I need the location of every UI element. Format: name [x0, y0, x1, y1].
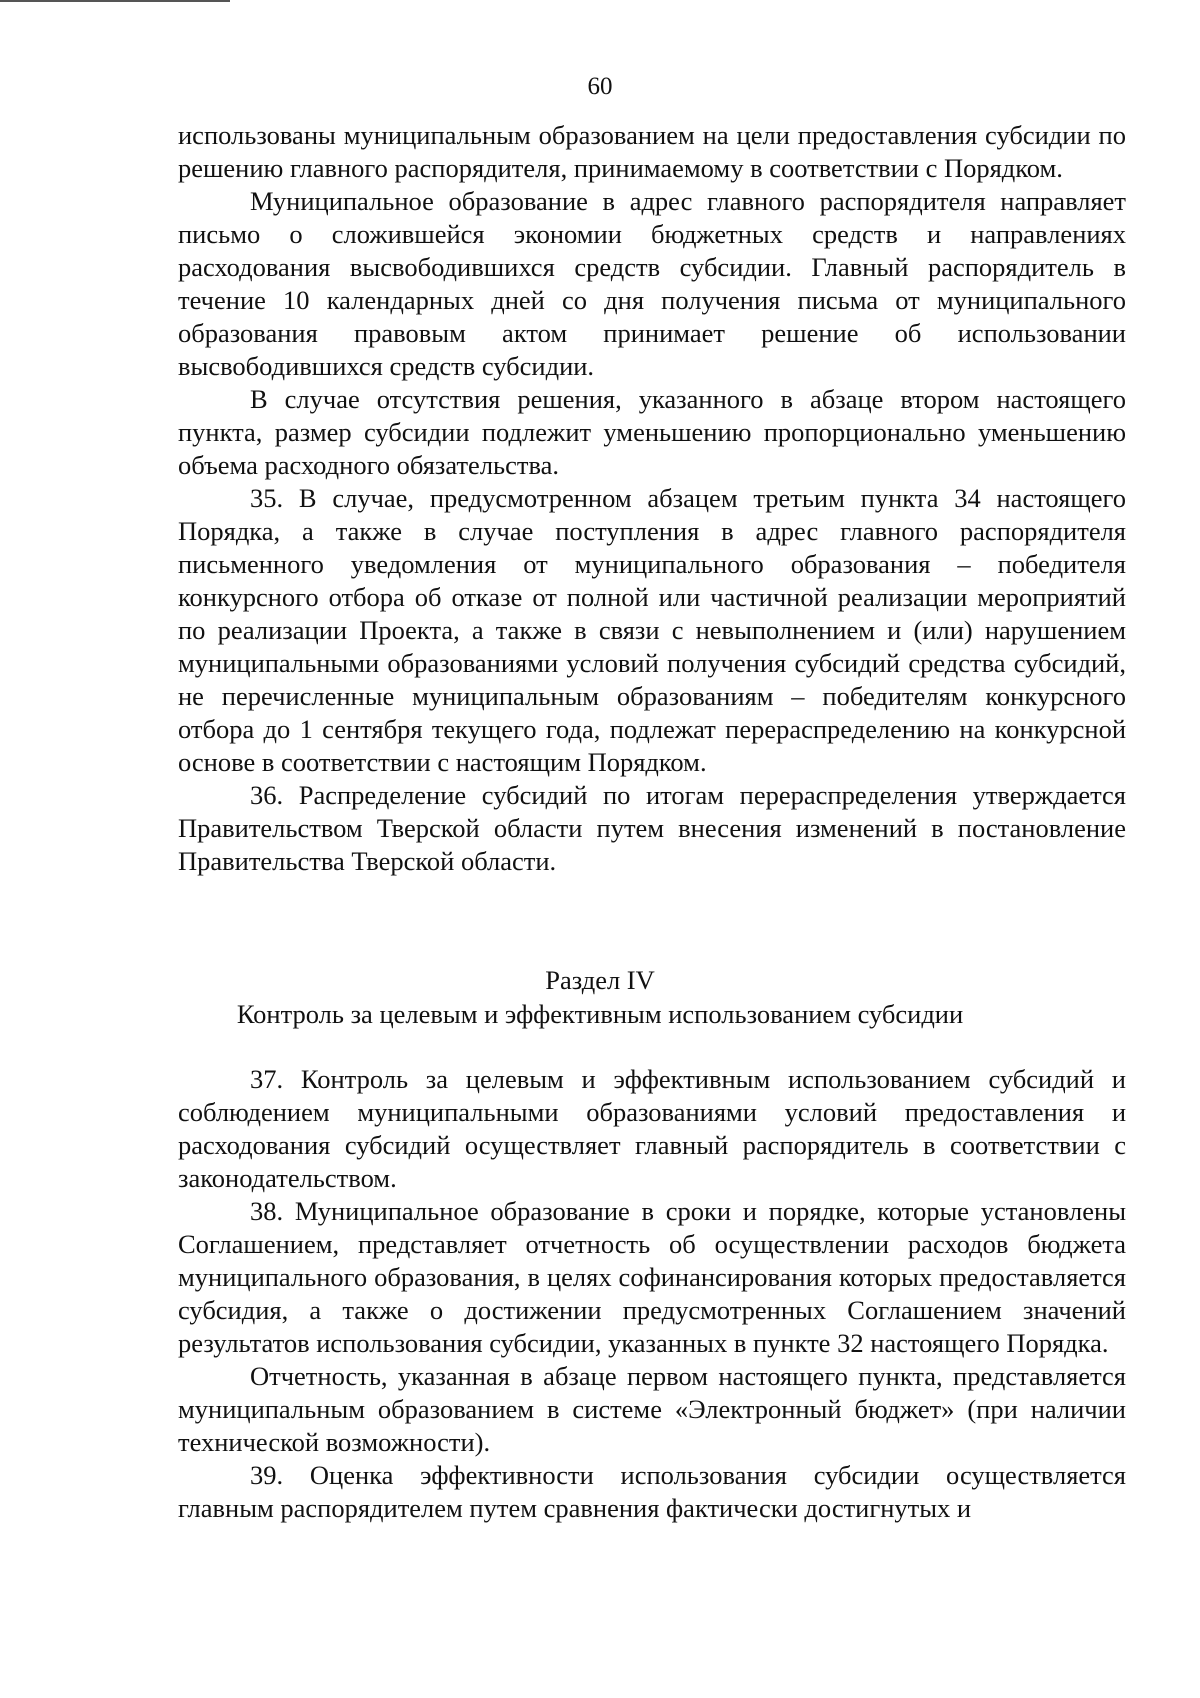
- scan-edge-line: [0, 0, 230, 2]
- section-title: Контроль за целевым и эффективным использованием субсидии: [236, 999, 964, 1029]
- paragraph-item-37: 37. Контроль за целевым и эффективным использованием субсидий и соблюдением муниципальными образованиями условий предоставления и расходования субсидий осуществляет главный распорядитель в соответствии с законодательством.: [178, 1064, 1126, 1193]
- text-block-top: [178, 119, 1126, 878]
- paragraph-item-38: 38. Муниципальное образование в сроки и порядке, которые установлены Соглашением, представляет отчетность об осуществлении расходов бюджета муниципального образования, в целях софинансирования которых предоставляется субсидия, а также о достижении предусмотренных Соглашением значений результатов использования субсидии, указанных в пункте 32 настоящего Порядка.: [178, 1196, 1126, 1358]
- paragraph-item-35: 35. В случае, предусмотренном абзацем третьим пункта 34 настоящего Порядка, а также в случае поступления в адрес главного распорядителя письменного уведомления от муниципального образования – победителя конкурсного отбора об отказе от полной или частичной реализации мероприятий по реализации Проекта, а также в связи с невыполнением и (или) нарушением муниципальными образованиями условий получения субсидий средства субсидий, не перечисленные муниципальным образованиям – победителям конкурсного отбора до 1 сентября текущего года, подлежат перераспределению на конкурсной основе в соответствии с настоящим Порядком.: [178, 483, 1126, 777]
- paragraph-item-39: 39. Оценка эффективности использования субсидии осуществляется главным распорядителем путем сравнения фактически достигнутых и: [178, 1460, 1126, 1523]
- paragraph-continuation: использованы муниципальным образованием на цели предоставления субсидии по решению главного распорядителя, принимаемому в соответствии с Порядком.: [178, 120, 1126, 183]
- paragraph-item-36: 36. Распределение субсидий по итогам перераспределения утверждается Правительством Тверской области путем внесения изменений в постановление Правительства Тверской области.: [178, 780, 1126, 876]
- section-number: Раздел IV: [545, 965, 655, 995]
- paragraph: Муниципальное образование в адрес главного распорядителя направляет письмо о сложившейся экономии бюджетных средств и направлениях расходования высвободившихся средств субсидии. Главный распорядитель в течение 10 календарных дней со дня получения письма от муниципального образования правовым актом принимает решение об использовании высвободившихся средств субсидии.: [178, 186, 1126, 381]
- text-block-bottom: [178, 1063, 1126, 1525]
- paragraph: В случае отсутствия решения, указанного в абзаце втором настоящего пункта, размер субсидии подлежит уменьшению пропорционально уменьшению объема расходного обязательства.: [178, 384, 1126, 480]
- paragraph: Отчетность, указанная в абзаце первом настоящего пункта, представляется муниципальным образованием в системе «Электронный бюджет» (при наличии технической возможности).: [178, 1361, 1126, 1457]
- page-number: 60: [587, 73, 613, 100]
